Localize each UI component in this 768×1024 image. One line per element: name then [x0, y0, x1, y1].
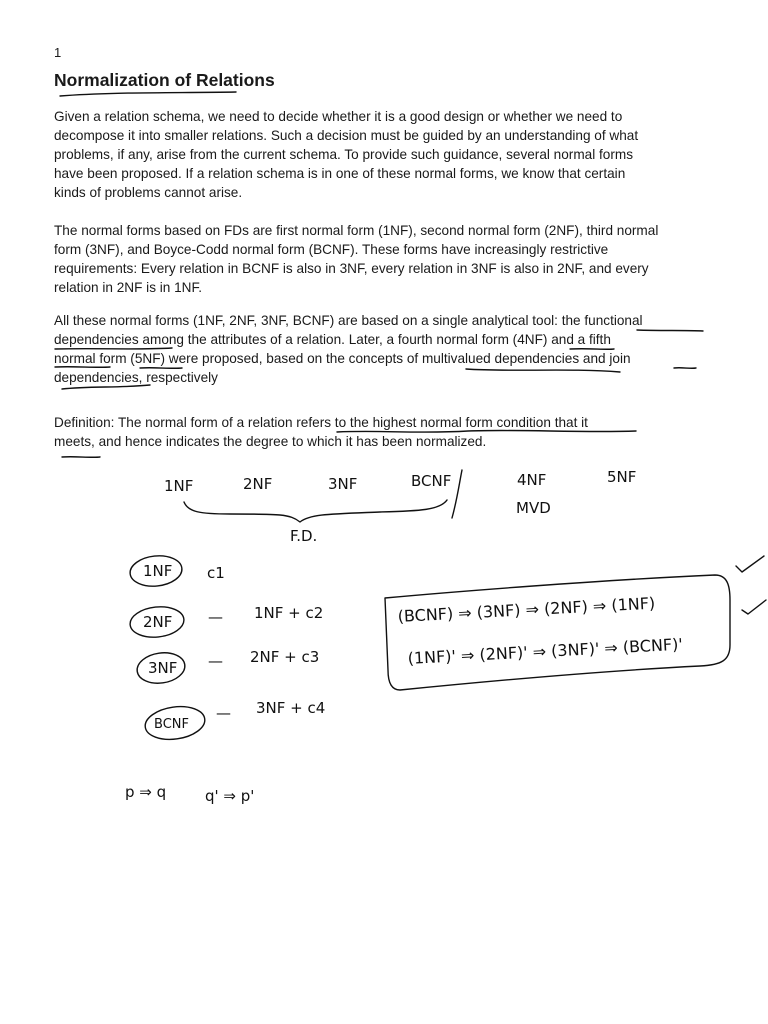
hw-condition-c1: c1 — [207, 564, 225, 582]
paragraph-line: Given a relation schema, we need to decide whether it is a good design or whether we need to — [54, 109, 623, 124]
underline-multivalued — [466, 369, 620, 372]
underline-join — [674, 368, 696, 369]
hw-dash: — — [208, 652, 223, 670]
paragraph-line: meets, and hence indicates the degree to which it has been normalized. — [54, 434, 487, 449]
underline-meets — [62, 457, 100, 458]
implication-box — [385, 575, 730, 690]
hw-implication-chain-1: (BCNF) ⇒ (3NF) ⇒ (2NF) ⇒ (1NF) — [397, 593, 656, 626]
hw-form-3nf: 3NF — [328, 475, 358, 493]
underline-5nf — [140, 368, 182, 369]
fd-separator — [452, 470, 462, 518]
paragraph-line: requirements: Every relation in BCNF is also in 3NF, every relation in 3NF is also in 2NF, and every — [54, 261, 649, 276]
paragraph-line: form (3NF), and Boyce-Codd normal form (BCNF). These forms have increasingly restrictive — [54, 242, 609, 257]
hw-circled-3nf: 3NF — [148, 659, 178, 677]
underline-dependencies — [62, 385, 150, 389]
hw-circled-bcnf: BCNF — [154, 717, 189, 732]
paragraph-line: normal form (5NF) were proposed, based on the concepts of multivalued dependencies and join — [54, 351, 631, 366]
paragraph-line: decompose it into smaller relations. Such a decision must be guided by an understanding of what — [54, 128, 639, 143]
underline-refers — [337, 430, 636, 432]
paragraph-line: The normal forms based on FDs are first normal form (1NF), second normal form (2NF), third normal — [54, 223, 659, 238]
hw-dash: — — [216, 704, 231, 722]
hw-form-1nf: 1NF — [164, 477, 194, 495]
page-number: 1 — [54, 45, 62, 60]
page-title: Normalization of Relations — [54, 70, 275, 90]
fd-brace — [184, 500, 447, 522]
underline-4nf — [570, 349, 614, 350]
title-underline — [60, 92, 236, 96]
check-mark-2 — [742, 600, 766, 614]
hw-condition-2nf: 1NF + c2 — [254, 604, 324, 622]
hw-circled-1nf: 1NF — [143, 562, 173, 580]
paragraph-line: have been proposed. If a relation schema is in one of these normal forms, we know that certain — [54, 166, 626, 181]
hw-logic-rule-1: p ⇒ q — [125, 783, 167, 801]
hw-form-2nf: 2NF — [243, 475, 273, 493]
paragraph-line: relation in 2NF is in 1NF. — [54, 280, 203, 295]
check-mark-1 — [736, 556, 764, 572]
hw-implication-chain-2: (1NF)' ⇒ (2NF)' ⇒ (3NF)' ⇒ (BCNF)' — [407, 634, 684, 668]
hw-form-5nf: 5NF — [607, 468, 637, 486]
hw-dash: — — [208, 608, 223, 626]
hw-circled-2nf: 2NF — [143, 613, 173, 631]
hw-form-bcnf: BCNF — [411, 472, 452, 490]
underline-dependencies-among — [55, 348, 172, 349]
hw-mvd-label: MVD — [516, 499, 551, 517]
paragraph-line: kinds of problems cannot arise. — [54, 185, 243, 200]
paragraph-line: dependencies, respectively — [54, 370, 218, 385]
paragraph-line: Definition: The normal form of a relation refers to the highest normal form condition that it — [54, 415, 588, 430]
paragraph-line: All these normal forms (1NF, 2NF, 3NF, BCNF) are based on a single analytical tool: the functional — [54, 313, 643, 328]
hw-form-4nf: 4NF — [517, 471, 547, 489]
hw-fd-label: F.D. — [290, 527, 318, 545]
hw-condition-bcnf: 3NF + c4 — [256, 699, 326, 717]
paragraph-line: dependencies among the attributes of a relation. Later, a fourth normal form (4NF) and a fifth — [54, 332, 611, 347]
underline-normal-form — [55, 367, 110, 368]
hw-condition-3nf: 2NF + c3 — [250, 648, 320, 666]
underline-functional — [637, 330, 703, 331]
hw-logic-rule-2: q' ⇒ p' — [205, 787, 255, 805]
paragraph-line: problems, if any, arise from the current schema. To provide such guidance, several normal forms — [54, 147, 633, 162]
